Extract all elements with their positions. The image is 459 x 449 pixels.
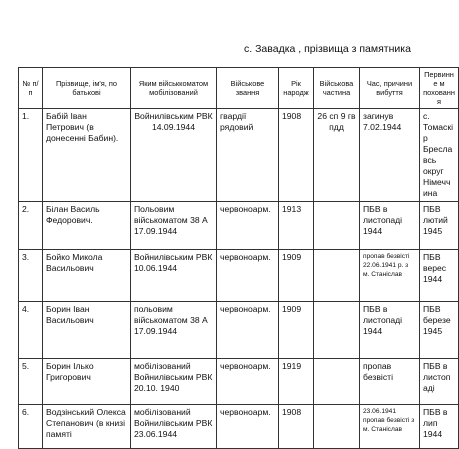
cell-time: пропав безвісті 22.06.1941 р. з м. Станіслав [360,250,420,302]
cell-name: Борин Ілько Григорович [43,359,131,405]
cell-unit: 26 сп 9 гв пдд [314,109,360,202]
cell-number: 5. [19,359,43,405]
cell-rvk: польовим військоматом 38 А 17.09.1944 [131,302,217,359]
cell-rank: червоноарм. [217,302,279,359]
cell-year: 1908 [279,405,314,449]
cell-rvk: Войнилівським РВК 14.09.1944 [131,109,217,202]
cell-time: ПБВ в листопаді 1944 [360,302,420,359]
table-row [19,359,459,405]
cell-number: 1. [19,109,43,202]
cell-name: Бабій Іван Петрович (в донесенні Бабин). [43,109,131,202]
table-row [19,405,459,449]
table-row [19,202,459,250]
document-title: с. Завадка , прізвища з памятника [244,43,411,55]
cell-burial: с. Томаскір Бреславсь округ Німеччина [420,109,459,202]
table-header-row [19,68,459,109]
header-rank: Військове звання [217,68,279,109]
cell-year: 1909 [279,250,314,302]
cell-rank: червоноарм. [217,250,279,302]
cell-rank: червоноарм. [217,202,279,250]
cell-year: 1909 [279,302,314,359]
cell-burial: ПБВ в лип 1944 [420,405,459,449]
cell-rank: гвардії рядовий [217,109,279,202]
cell-burial: ПБВ березе 1945 [420,302,459,359]
cell-number: 3. [19,250,43,302]
header-number: № п/п [19,68,43,109]
cell-time: загинув 7.02.1944 [360,109,420,202]
cell-rvk: Польовим військоматом 38 А 17.09.1944 [131,202,217,250]
cell-unit [314,359,360,405]
cell-name: Борин Іван Васильович [43,302,131,359]
cell-burial: ПБВ лютий 1945 [420,202,459,250]
cell-rvk: мобілізований Войнилівським РВК 23.06.1944 [131,405,217,449]
table-row [19,250,459,302]
cell-rvk: Войнилівським РВК 10.06.1944 [131,250,217,302]
header-burial: Первинне м поховання [420,68,459,109]
cell-year: 1913 [279,202,314,250]
cell-time: пропав безвісті [360,359,420,405]
cell-time: 23.06.1941 пропав безвісті з м. Станіслав [360,405,420,449]
cell-burial: ПБВ в листопаді [420,359,459,405]
cell-name: Білан Василь Федорович. [43,202,131,250]
cell-number: 4. [19,302,43,359]
cell-rank: червоноарм. [217,405,279,449]
cell-unit [314,250,360,302]
cell-time: ПБВ в листопаді 1944 [360,202,420,250]
cell-number: 2. [19,202,43,250]
cell-rank: червоноарм. [217,359,279,405]
cell-number: 6. [19,405,43,449]
header-name: Прізвище, ім'я, по батькові [43,68,131,109]
cell-unit [314,405,360,449]
memorial-table [18,67,459,449]
cell-year: 1908 [279,109,314,202]
header-unit: Військова частина [314,68,360,109]
header-time: Час, причини вибуття [360,68,420,109]
cell-unit [314,302,360,359]
cell-name: Бойко Микола Васильович [43,250,131,302]
header-year: Рік народж [279,68,314,109]
table-row [19,302,459,359]
cell-unit [314,202,360,250]
cell-rvk: мобілізований Войнилівським РВК 20.10. 1940 [131,359,217,405]
cell-name: Водзінський Олекса Степанович (в книзі памяті [43,405,131,449]
header-rvk: Яким військкоматом мобілізований [131,68,217,109]
cell-year: 1919 [279,359,314,405]
table-row [19,109,459,202]
cell-burial: ПБВ верес 1944 [420,250,459,302]
